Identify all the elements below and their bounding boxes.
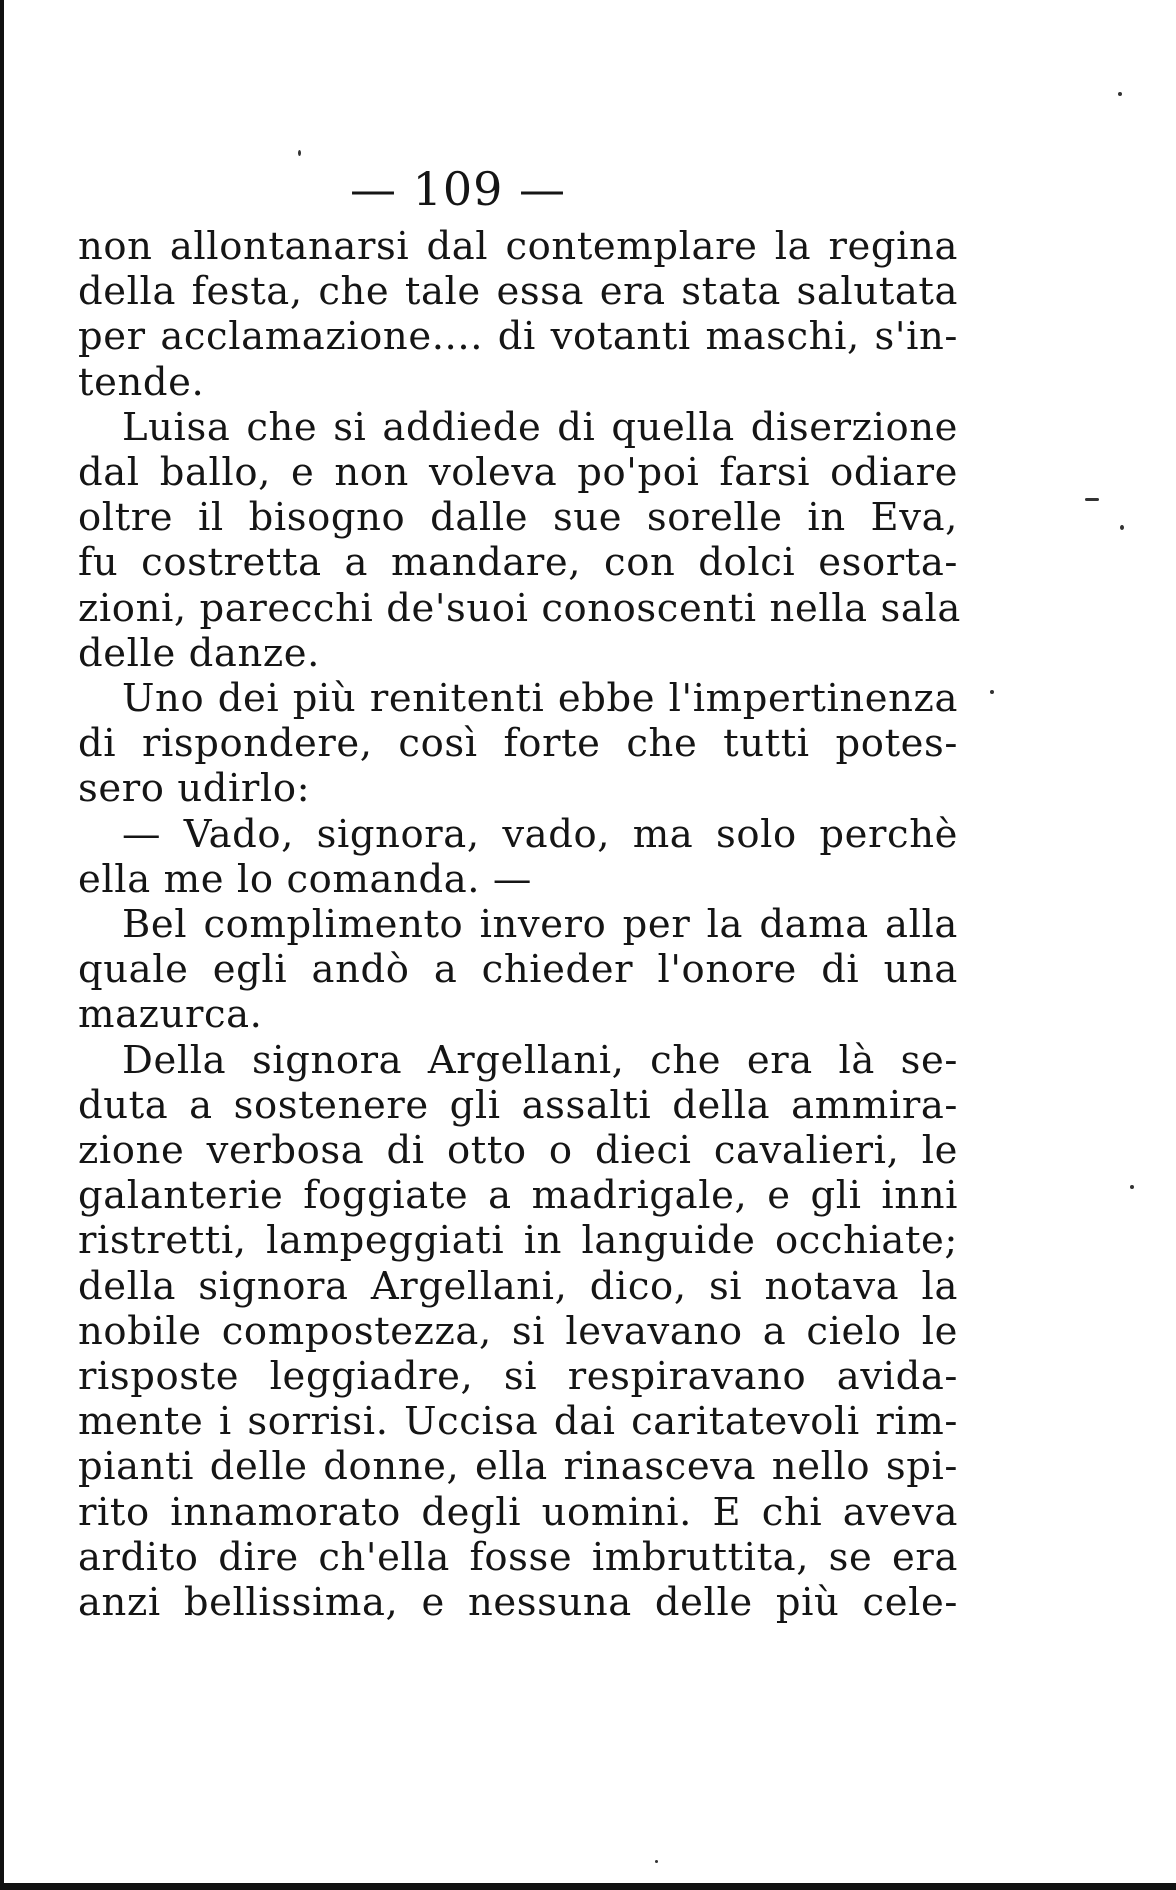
text-line: mente i sorrisi. Uccisa dai caritatevoli rim-: [78, 1399, 958, 1445]
text-line: ella me lo comanda. —: [78, 856, 533, 902]
text-line: mazurca.: [78, 992, 263, 1038]
page-edge-bottom: [0, 1883, 1176, 1890]
text-line: risposte leggiadre, si respiravano avida-: [78, 1354, 958, 1400]
text-line: anzi bellissima, e nessuna delle più cele-: [78, 1580, 958, 1626]
text-line: delle danze.: [78, 630, 320, 676]
scan-speck: [1085, 498, 1099, 501]
page-number: — 109 —: [349, 162, 567, 216]
body-text: [78, 224, 961, 1626]
scan-speck: [990, 690, 994, 694]
text-line: — Vado, signora, vado, ma solo perchè: [122, 811, 958, 857]
scan-speck: [1130, 1185, 1134, 1189]
text-line: ristretti, lampeggiati in languide occhiate;: [78, 1218, 958, 1264]
scan-speck: [1118, 92, 1122, 96]
text-line: fu costretta a mandare, con dolci esorta-: [78, 540, 958, 586]
text-line: zioni, parecchi de'suoi conoscenti nella sala: [78, 585, 961, 631]
text-line: quale egli andò a chieder l'onore di una: [78, 947, 958, 993]
text-line: duta a sostenere gli assalti della ammira-: [78, 1082, 958, 1128]
text-line: per acclamazione.... di votanti maschi, s'in-: [78, 314, 958, 360]
text-line: non allontanarsi dal contemplare la regina: [78, 224, 958, 269]
text-line: tende.: [78, 359, 205, 405]
text-line: ardito dire ch'ella fosse imbruttita, se era: [78, 1534, 958, 1580]
text-line: Della signora Argellani, che era là se-: [122, 1037, 958, 1083]
text-line: rito innamorato degli uomini. E chi aveva: [78, 1489, 958, 1535]
text-line: zione verbosa di otto o dieci cavalieri, le: [78, 1128, 958, 1174]
text-line: di rispondere, così forte che tutti potes-: [78, 721, 958, 767]
scan-speck: [298, 150, 301, 156]
text-line: Luisa che si addiede di quella diserzione: [122, 404, 958, 450]
text-line: sero udirlo:: [78, 766, 311, 812]
text-line: dal ballo, e non voleva po'poi farsi odiare: [78, 450, 958, 496]
text-line: nobile compostezza, si levavano a cielo le: [78, 1308, 958, 1354]
page-edge-left: [0, 0, 4, 1890]
text-line: Bel complimento invero per la dama alla: [122, 902, 958, 948]
scan-speck: [1120, 525, 1124, 530]
text-line: della festa, che tale essa era stata salutata: [78, 269, 958, 315]
text-line: Uno dei più renitenti ebbe l'impertinenza: [122, 676, 958, 722]
scan-speck: [655, 1860, 658, 1863]
text-line: pianti delle donne, ella rinasceva nello spi-: [78, 1444, 958, 1490]
text-line: oltre il bisogno dalle sue sorelle in Eva,: [78, 495, 958, 541]
text-line: galanterie foggiate a madrigale, e gli inni: [78, 1173, 958, 1219]
text-line: della signora Argellani, dico, si notava la: [78, 1263, 958, 1309]
